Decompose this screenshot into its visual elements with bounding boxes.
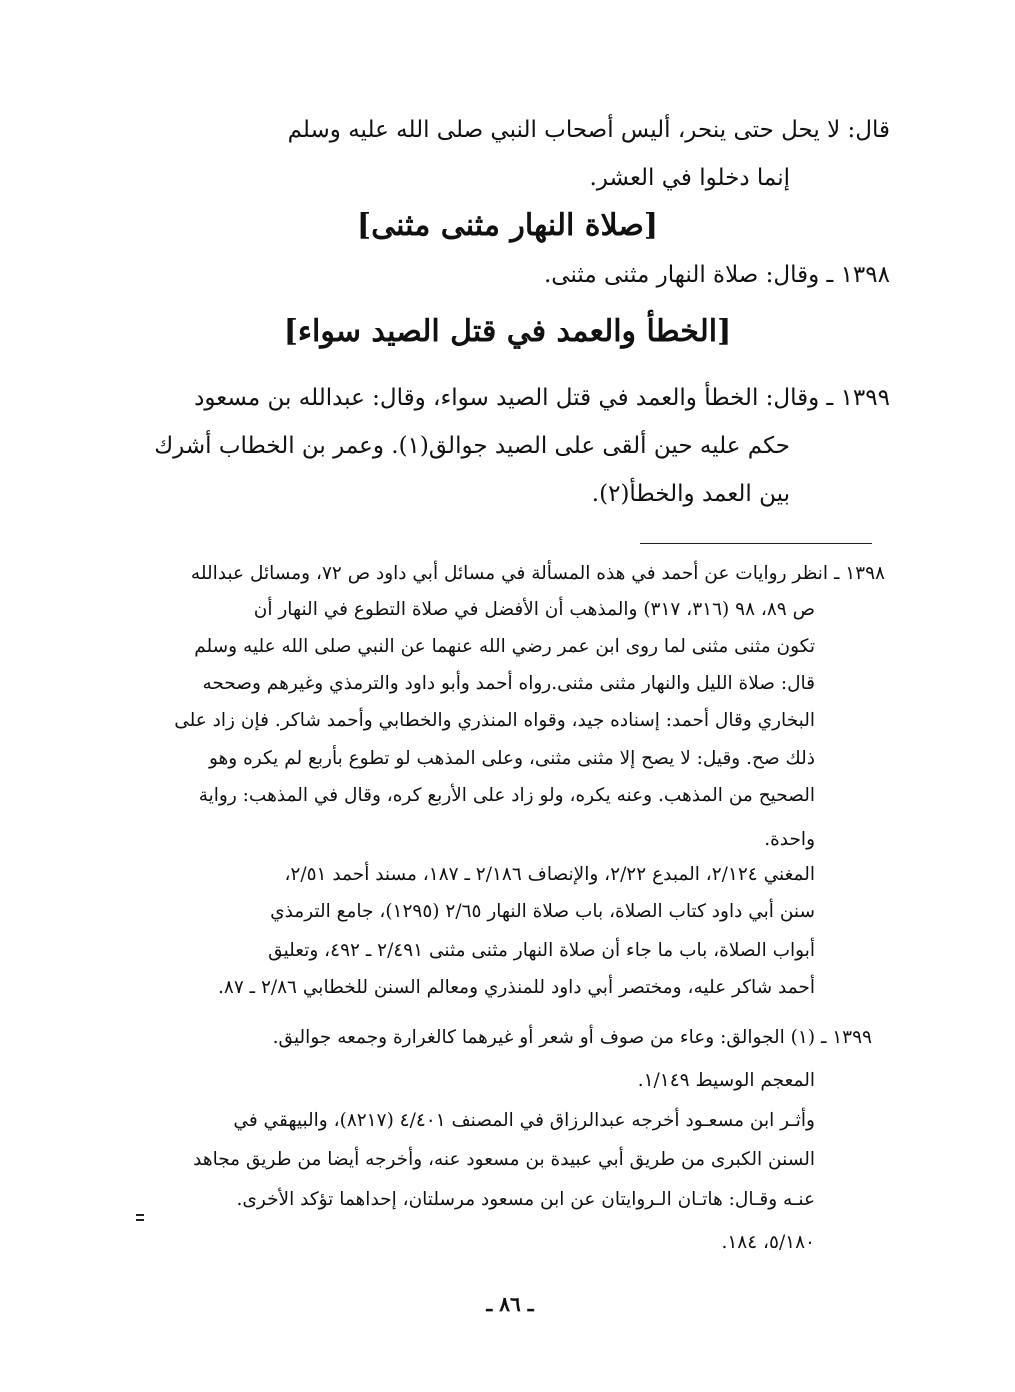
section-heading: [الخطأ والعمد في قتل الصيد سواء] <box>283 314 732 349</box>
footnote-line: ذلك صح. وقيل: لا يصح إلا مثنى مثنى، وعلى المذهب لو تطوع بأربع لم يكره وهو <box>208 748 815 769</box>
entry-1398: ١٣٩٨ ـ وقال: صلاة النهار مثنى مثنى. <box>543 262 890 288</box>
entry-1399-line: حكم عليه حين ألقى على الصيد جوالق(١). وعمر بن الخطاب أشرك <box>154 433 790 459</box>
footnote-line: المعجم الوسيط ١/١٤٩. <box>637 1070 815 1091</box>
entry-1399-line: ١٣٩٩ ـ وقال: الخطأ والعمد في قتل الصيد سواء، وقال: عبدالله بن مسعود <box>194 385 890 411</box>
footnote-line: ٥/١٨٠، ١٨٤. <box>721 1232 815 1253</box>
footnote-line: واحدة. <box>764 829 815 850</box>
footnote-line: عنـه وقـال: هاتـان الـروايتان عن ابن مسعود مرسلتان، إحداهما تؤكد الأخرى. <box>236 1189 815 1210</box>
footnote-line: وأثـر ابن مسعـود أخرجه عبدالرزاق في المصنف ٤/٤٠١ (٨٢١٧)، والبيهقي في <box>233 1110 815 1131</box>
page-number: ـ ٨٦ ـ <box>486 1292 534 1316</box>
entry-1399-line: بين العمد والخطأ(٢). <box>591 481 790 507</box>
footnote-line: ص ٨٩، ٩٨ (٣١٦، ٣١٧) والمذهب أن الأفضل في صلاة التطوع في النهار أن <box>253 599 815 620</box>
footnote-line: السنن الكبرى من طريق أبي عبيدة بن مسعود عنه، وأخرجه أيضا من طريق مجاهد <box>193 1149 815 1170</box>
footnote-line: ١٣٩٨ ـ انظر روايات عن أحمد في هذه المسألة في مسائل أبي داود ص ٧٢، ومسائل عبدالله <box>190 563 885 584</box>
footnote-line: تكون مثنى مثنى لما روى ابن عمر رضي الله عنهما عن النبي صلى الله عليه وسلم <box>194 636 815 657</box>
footnote-line: ١٣٩٩ ـ (١) الجوالق: وعاء من صوف أو شعر أو غيرهما كالغرارة وجمعه جواليق. <box>272 1027 872 1048</box>
margin-mark <box>136 1214 144 1221</box>
footnote-line: أبواب الصلاة، باب ما جاء أن صلاة النهار مثنى مثنى ٢/٤٩١ ـ ٤٩٢، وتعليق <box>268 940 815 961</box>
main-text-line: إنما دخلوا في العشر. <box>589 165 790 191</box>
footnote-line: قال: صلاة الليل والنهار مثنى مثنى.رواه أحمد وأبو داود والترمذي وغيرهم وصححه <box>202 673 815 694</box>
footnote-line: المغني ٢/١٢٤، المبدع ٢/٢٢، والإنصاف ٢/١٨٦ ـ ١٨٧، مسند أحمد ٢/٥١، <box>284 864 815 885</box>
footnote-separator <box>640 543 872 544</box>
footnote-line: الصحيح من المذهب. وعنه يكره، ولو زاد على الأربع كره، وقال في المذهب: رواية <box>198 785 815 806</box>
section-heading: [صلاة النهار مثنى مثنى] <box>356 208 659 243</box>
footnote-line: سنن أبي داود كتاب الصلاة، باب صلاة النهار ٢/٦٥ (١٢٩٥)، جامع الترمذي <box>270 901 815 922</box>
footnote-line: البخاري وقال أحمد: إسناده جيد، وقواه المنذري والخطابي وأحمد شاكر. فإن زاد على <box>174 710 815 731</box>
footnote-line: أحمد شاكر عليه، ومختصر أبي داود للمنذري ومعالم السنن للخطابي ٢/٨٦ ـ ٨٧. <box>218 977 815 998</box>
main-text-line: قال: لا يحل حتى ينحر، أليس أصحاب النبي صلى الله عليه وسلم <box>287 117 890 143</box>
